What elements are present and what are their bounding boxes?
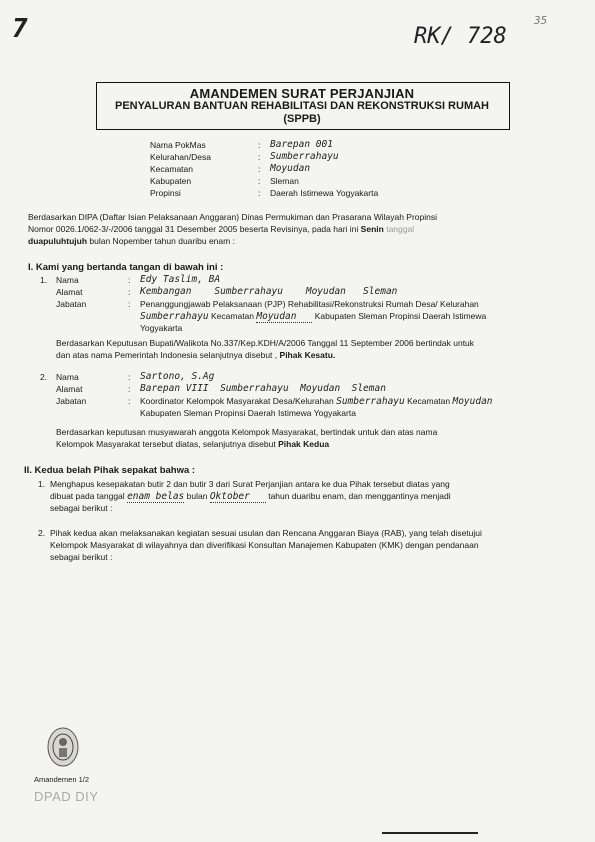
item2-number: 2. [38,528,46,538]
item1-text-a: dibuat pada tanggal [50,491,125,501]
section-1-heading: I. Kami yang bertanda tangan di bawah ini : [28,262,224,273]
info-colon: : [258,152,261,162]
party2-jabatan-label: Jabatan [56,396,87,406]
party2-jabatan-kecamatan: Moyudan [452,396,493,407]
item1-text-b: bulan [186,491,208,501]
party1-basis-line-1: Berdasarkan Keputusan Bupati/Walikota No.337/Kep.KDH/A/2006 Tanggal 11 September 2006 bertindak untuk [56,338,475,348]
party2-colon: : [128,384,131,394]
info-colon: : [258,164,261,174]
party1-colon: : [128,287,131,297]
item1-line-3: sebagai berikut : [50,503,113,513]
scan-line [382,832,478,834]
item2-line-2: Kelompok Masyarakat di wilayahnya dan diverifikasi Konsultan Manajemen Kabupaten (KMK) dengan pendanaan [50,540,479,550]
party2-jabatan-line-2: Kabupaten Sleman Propinsi Daerah Istimewa Yogyakarta [140,408,356,418]
watermark: DPAD DIY [34,789,99,804]
intro-day: Senin [360,224,384,234]
party1-basis-line-2 [56,350,335,360]
item1-number: 1. [38,479,46,489]
info-colon: : [258,188,261,198]
seal-emblem [46,726,80,768]
party2-nama-label: Nama [56,372,79,382]
intro-tanggal: tanggal [386,224,415,234]
party1-basis-text: dan atas nama Pemerintah Indonesia selanjutnya disebut , [56,350,278,360]
party1-jabatan-label: Jabatan [56,299,87,309]
intro-date: duapuluhtujuh [28,236,88,246]
party2-jabatan-text: Koordinator Kelompok Masyarakat Desa/Kelurahan [140,396,334,406]
party1-jabatan-line-2 [140,311,486,323]
party1-colon: : [128,275,131,285]
party2-colon: : [128,396,131,406]
item1-date-day: enam belas [127,491,185,502]
party2-basis-text: Kelompok Masyarakat tersebut diatas, selanjutnya disebut [56,439,276,449]
info-label-desa: Kelurahan/Desa [150,152,211,162]
intro-line-2 [28,224,414,234]
info-label-kecamatan: Kecamatan [150,164,193,174]
party1-jabatan-kecamatan-label: Kecamatan [211,311,255,321]
party1-number: 1. [40,275,48,285]
item1-line-2 [50,491,451,503]
info-value-kabupaten: Sleman [270,176,299,186]
intro-line-2-text: Nomor 0026.1/062-3/-/2006 tanggal 31 Desember 2005 beserta Revisinya, pada hari ini [28,224,359,234]
party1-jabatan-kecamatan: Moyudan [256,311,312,323]
party2-basis-line-2 [56,439,329,449]
party1-jabatan-desa: Sumberrahayu [140,311,209,322]
party1-colon: : [128,299,131,309]
info-value-pokmas: Barepan 001 [270,139,333,150]
party2-basis-line-1: Berdasarkan keputusan musyawarah anggota Kelompok Masyarakat, bertindak untuk dan atas nama [56,427,438,437]
section-2-heading: II. Kedua belah Pihak sepakat bahwa : [24,465,196,476]
party1-jabatan-line-1: Penanggungjawab Pelaksanaan (PJP) Rehabilitasi/Rekonstruksi Rumah Desa/ Kelurahan [140,299,479,309]
party2-alamat-label: Alamat [56,384,83,394]
party1-nama-value: Edy Taslim, BA [140,274,221,285]
intro-line-1: Berdasarkan DIPA (Daftar Isian Pelaksanaan Anggaran) Dinas Permukiman dan Prasarana Wilayah Propinsi [28,212,437,222]
party2-jabatan-line-1 [140,396,493,407]
info-value-propinsi: Daerah Istimewa Yogyakarta [270,188,379,198]
info-label-propinsi: Propinsi [150,188,181,198]
party1-role: Pihak Kesatu. [279,350,336,360]
party2-alamat-value: Barepan VIII Sumberrahayu Moyudan Sleman [140,383,386,394]
party1-alamat-label: Alamat [56,287,83,297]
item2-line-3: sebagai berikut : [50,552,113,562]
party2-nama-value: Sartono, S.Ag [140,371,215,382]
item1-date-month: Oktober [210,491,266,503]
info-label-kabupaten: Kabupaten [150,176,192,186]
corner-number: 35 [534,14,548,27]
info-label-pokmas: Nama PokMas [150,140,206,150]
title-line-2: PENYALURAN BANTUAN REHABILITASI DAN REKONSTRUKSI RUMAH [114,100,489,112]
info-value-kecamatan: Moyudan [270,163,311,174]
intro-line-3 [28,236,235,246]
intro-line-3-rest: bulan Nopember tahun duaribu enam : [89,236,235,246]
info-colon: : [258,140,261,150]
title-line-1: AMANDEMEN SURAT PERJANJIAN [189,86,415,101]
party1-alamat-value: Kembangan Sumberrahayu Moyudan Sleman [140,286,398,297]
item1-text-c: tahun duaribu enam, dan menggantinya menjadi [268,491,451,501]
party2-number: 2. [40,372,48,382]
archive-code: RK/ 728 [414,24,507,49]
corner-mark: 7 [12,14,28,44]
footer-label: Amandemen 1/2 [34,775,90,784]
party1-nama-label: Nama [56,275,79,285]
item1-line-1: Menghapus kesepakatan butir 2 dan butir 3 dari Surat Perjanjian antara ke dua Pihak tersebut diatas yang [50,479,450,489]
party1-jabatan-kabupaten: Kabupaten Sleman Propinsi Daerah Istimewa [314,311,487,321]
item2-line-1: Pihak kedua akan melaksanakan kegiatan sesuai usulan dan Rencana Anggaran Biaya (RAB), yang telah disetujui [50,528,482,538]
party2-jabatan-desa: Sumberrahayu [336,396,405,407]
party2-jabatan-kecamatan-label: Kecamatan [407,396,451,406]
party1-jabatan-line-3: Yogyakarta [140,323,183,333]
party2-colon: : [128,372,131,382]
info-value-desa: Sumberrahayu [270,151,339,162]
title-line-3: (SPPB) [283,113,321,125]
info-colon: : [258,176,261,186]
party2-role: Pihak Kedua [278,439,330,449]
